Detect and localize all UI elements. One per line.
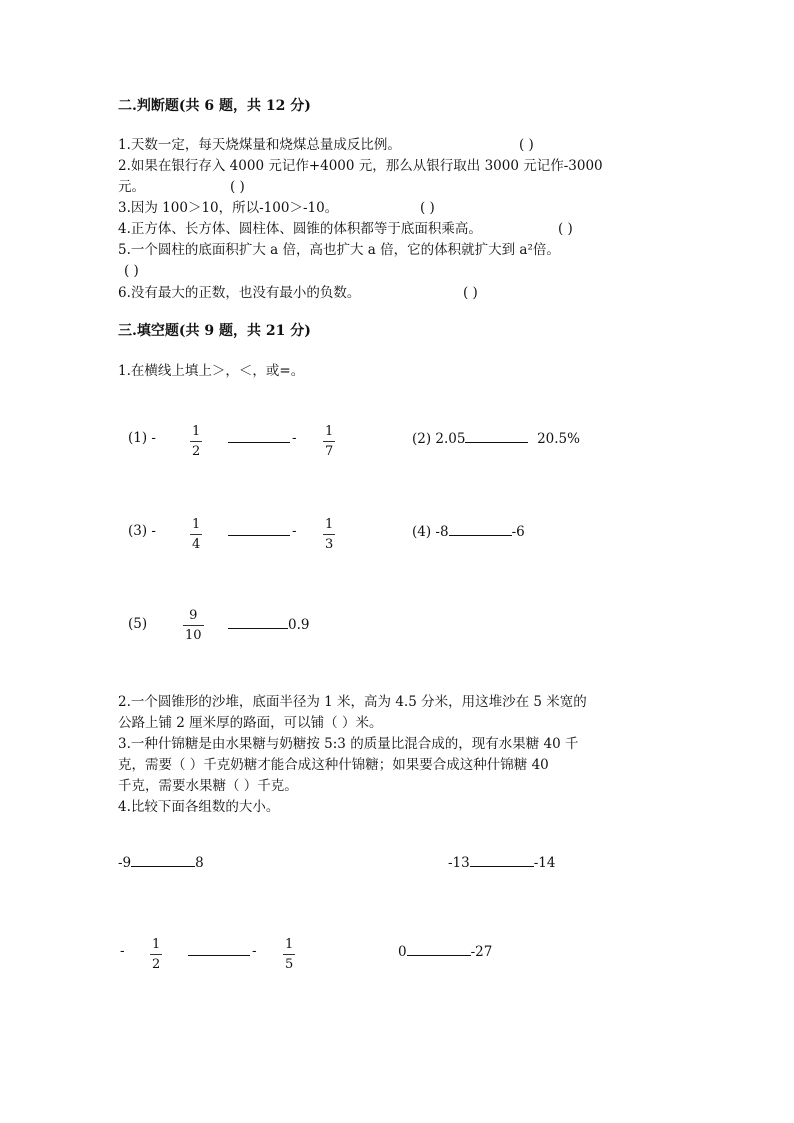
judge-item-4: 4.正方体、长方体、圆柱体、圆锥的体积都等于底面积乘高。 bbox=[118, 221, 482, 237]
denominator: 10 bbox=[185, 628, 202, 643]
q1-prompt: 1.在横线上填上＞，＜，或=。 bbox=[118, 363, 305, 379]
q4-prompt: 4.比较下面各组数的大小。 bbox=[118, 799, 280, 815]
judge-item-5: 5.一个圆柱的底面积扩大 a 倍，高也扩大 a 倍，它的体积就扩大到 a²倍。 bbox=[118, 242, 560, 258]
judge-item-4-paren: ( ) bbox=[558, 221, 573, 237]
judge-item-3-paren: ( ) bbox=[420, 200, 435, 216]
judge-item-6-paren: ( ) bbox=[463, 285, 478, 301]
fraction-bar bbox=[190, 534, 202, 535]
denominator: 4 bbox=[192, 537, 201, 552]
fraction-bar bbox=[183, 625, 204, 626]
judge-item-1-paren: ( ) bbox=[519, 137, 534, 153]
answer-blank[interactable] bbox=[228, 614, 288, 629]
q4-b-right: -14 bbox=[533, 855, 556, 871]
numerator: 1 bbox=[325, 517, 334, 532]
q1-p1-answer[interactable] bbox=[228, 428, 290, 449]
denominator: 7 bbox=[325, 444, 334, 459]
answer-blank[interactable] bbox=[470, 852, 534, 867]
judge-item-6: 6.没有最大的正数，也没有最小的负数。 bbox=[118, 285, 361, 301]
judge-item-1 bbox=[118, 135, 401, 155]
q4-c-minus-1: - bbox=[120, 943, 125, 959]
numerator: 1 bbox=[325, 424, 334, 439]
q3-line-1: 3.一种什锦糖是由水果糖与奶糖按 5:3 的质量比混合成的，现有水果糖 40 千 bbox=[118, 736, 579, 752]
q1-p1-label: (1) - bbox=[128, 430, 156, 446]
q1-p5-label: (5) bbox=[128, 616, 148, 632]
answer-blank[interactable] bbox=[131, 852, 195, 867]
denominator: 2 bbox=[192, 444, 201, 459]
answer-blank[interactable] bbox=[465, 428, 528, 443]
answer-blank[interactable] bbox=[188, 941, 250, 956]
q1-p1-fraction-2 bbox=[323, 424, 335, 460]
q1-p4 bbox=[412, 521, 525, 542]
answer-blank[interactable] bbox=[228, 428, 290, 443]
q4-a-right: 8 bbox=[195, 855, 204, 871]
q4-c-answer[interactable] bbox=[188, 941, 250, 962]
q1-p4-label: (4) -8 bbox=[412, 524, 449, 540]
judge-item-1-text: 1.天数一定，每天烧煤量和烧煤总量成反比例。 bbox=[118, 137, 401, 153]
numerator: 1 bbox=[192, 424, 201, 439]
numerator: 1 bbox=[285, 937, 294, 952]
numerator: 1 bbox=[192, 517, 201, 532]
q1-p3-minus: - bbox=[292, 523, 297, 539]
q2-line-1: 2.一个圆锥形的沙堆，底面半径为 1 米，高为 4.5 分米，用这堆沙在 5 米宽的 bbox=[118, 694, 587, 710]
q4-b-left: -13 bbox=[448, 855, 470, 871]
q4-d bbox=[398, 941, 492, 962]
q1-p1-minus: - bbox=[292, 430, 297, 446]
q1-p3-label: (3) - bbox=[128, 523, 156, 539]
denominator: 2 bbox=[152, 957, 161, 972]
q1-p2-label: (2) 2.05 bbox=[412, 431, 466, 447]
fraction-bar bbox=[323, 534, 335, 535]
answer-blank[interactable] bbox=[449, 521, 512, 536]
fraction-bar bbox=[150, 954, 162, 955]
q1-p2-right: 20.5% bbox=[537, 431, 580, 447]
section-2-title: 二.判断题(共 6 题，共 12 分) bbox=[118, 98, 311, 114]
q4-a-left: -9 bbox=[118, 855, 132, 871]
judge-item-3: 3.因为 100＞10，所以-100＞-10。 bbox=[118, 200, 339, 216]
q1-p5-answer bbox=[228, 614, 309, 635]
q4-b bbox=[448, 852, 556, 873]
denominator: 5 bbox=[285, 957, 294, 972]
judge-item-2-paren: ( ) bbox=[230, 179, 245, 195]
q1-p4-right: -6 bbox=[511, 524, 525, 540]
answer-blank[interactable] bbox=[407, 941, 471, 956]
numerator: 1 bbox=[152, 937, 161, 952]
judge-item-2-cont: 元。 bbox=[118, 179, 145, 195]
q1-p2 bbox=[412, 428, 580, 449]
q1-p5-right: 0.9 bbox=[288, 617, 310, 633]
judge-item-2: 2.如果在银行存入 4000 元记作+4000 元，那么从银行取出 3000 元记作-3000 bbox=[118, 158, 603, 174]
q1-p3-answer[interactable] bbox=[228, 521, 290, 542]
q1-p1-fraction-1 bbox=[190, 424, 202, 460]
q3-line-2: 克，需要（ ）千克奶糖才能合成这种什锦糖；如果要合成这种什锦糖 40 bbox=[118, 757, 549, 773]
q4-d-right: -27 bbox=[470, 944, 493, 960]
fraction-bar bbox=[323, 441, 335, 442]
fraction-bar bbox=[190, 441, 202, 442]
answer-blank[interactable] bbox=[228, 521, 290, 536]
judge-item-5-paren: ( ) bbox=[124, 263, 139, 279]
q1-p5-fraction bbox=[183, 608, 204, 644]
q2-line-2: 公路上铺 2 厘米厚的路面，可以铺（ ）米。 bbox=[118, 715, 383, 731]
q4-c-fraction-1 bbox=[150, 937, 162, 973]
q4-c-fraction-2 bbox=[283, 937, 295, 973]
section-3-title: 三.填空题(共 9 题，共 21 分) bbox=[118, 323, 311, 339]
denominator: 3 bbox=[325, 537, 334, 552]
numerator: 9 bbox=[189, 608, 198, 623]
q4-d-left: 0 bbox=[398, 944, 407, 960]
fraction-bar bbox=[283, 954, 295, 955]
q1-p3-fraction-1 bbox=[190, 517, 202, 553]
q1-p3-fraction-2 bbox=[323, 517, 335, 553]
q3-line-3: 千克，需要水果糖（ ）千克。 bbox=[118, 778, 298, 794]
q4-a bbox=[118, 852, 204, 873]
q4-c-minus-2: - bbox=[252, 943, 257, 959]
